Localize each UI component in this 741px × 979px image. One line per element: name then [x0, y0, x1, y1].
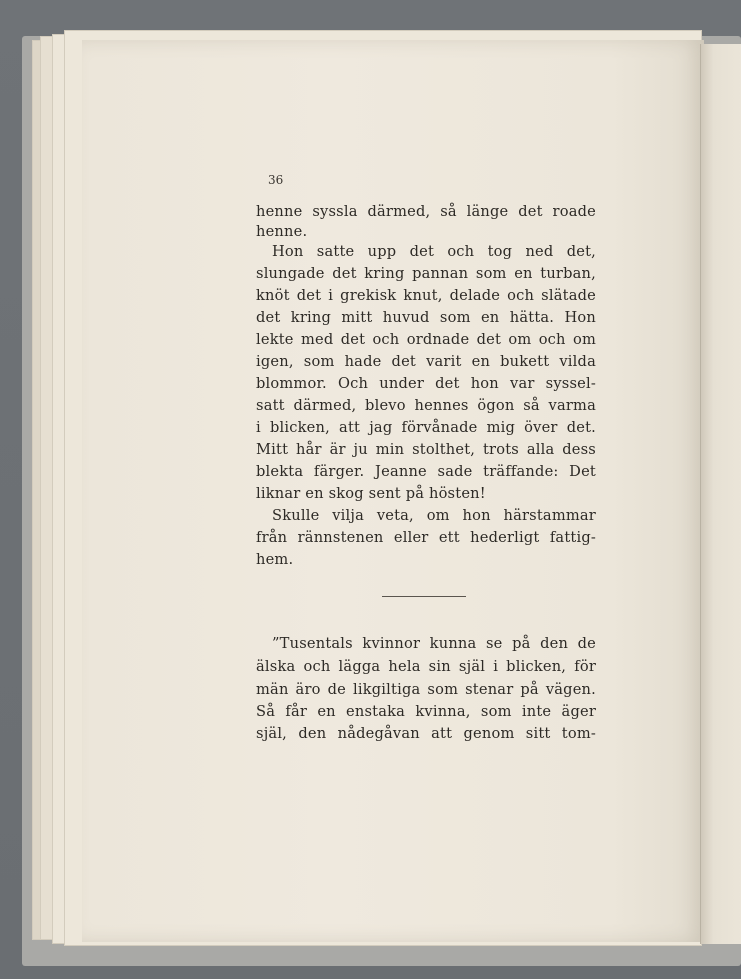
- text-line: det kring mitt huvud som en hätta. Hon: [256, 309, 596, 326]
- text-line: ”Tusentals kvinnor kunna se på den de: [272, 635, 596, 652]
- text-line: från rännstenen eller ett hederligt fattig-: [256, 529, 596, 546]
- text-line: Så får en enstaka kvinna, som inte äger: [256, 703, 596, 720]
- text-line: henne.: [256, 223, 308, 240]
- text-line: henne syssla därmed, så länge det roade: [256, 203, 596, 220]
- page-number: 36: [268, 173, 284, 187]
- text-line: liknar en skog sent på hösten!: [256, 485, 486, 502]
- text-line: satt därmed, blevo hennes ögon så varma: [256, 397, 596, 414]
- text-line: Mitt hår är ju min stolthet, trots alla dess: [256, 441, 596, 458]
- text-line: igen, som hade det varit en bukett vilda: [256, 353, 596, 370]
- text-line: knöt det i grekisk knut, delade och slätade: [256, 287, 596, 304]
- text-line: blommor. Och under det hon var syssel-: [256, 375, 596, 392]
- text-line: blekta färger. Jeanne sade träffande: Det: [256, 463, 596, 480]
- text-line: i blicken, att jag förvånade mig över det.: [256, 419, 596, 436]
- facing-page-edge: [700, 44, 741, 944]
- text-line: Hon satte upp det och tog ned det,: [272, 243, 596, 260]
- text-line: själ, den nådegåvan att genom sitt tom-: [256, 725, 596, 742]
- text-line: älska och lägga hela sin själ i blicken, för: [256, 658, 596, 675]
- text-line: hem.: [256, 551, 294, 568]
- text-line: Skulle vilja veta, om hon härstammar: [272, 507, 596, 524]
- text-line: lekte med det och ordnade det om och om: [256, 331, 596, 348]
- section-separator: [382, 596, 466, 597]
- text-line: slungade det kring pannan som en turban,: [256, 265, 596, 282]
- text-line: män äro de likgiltiga som stenar på vägen.: [256, 681, 596, 698]
